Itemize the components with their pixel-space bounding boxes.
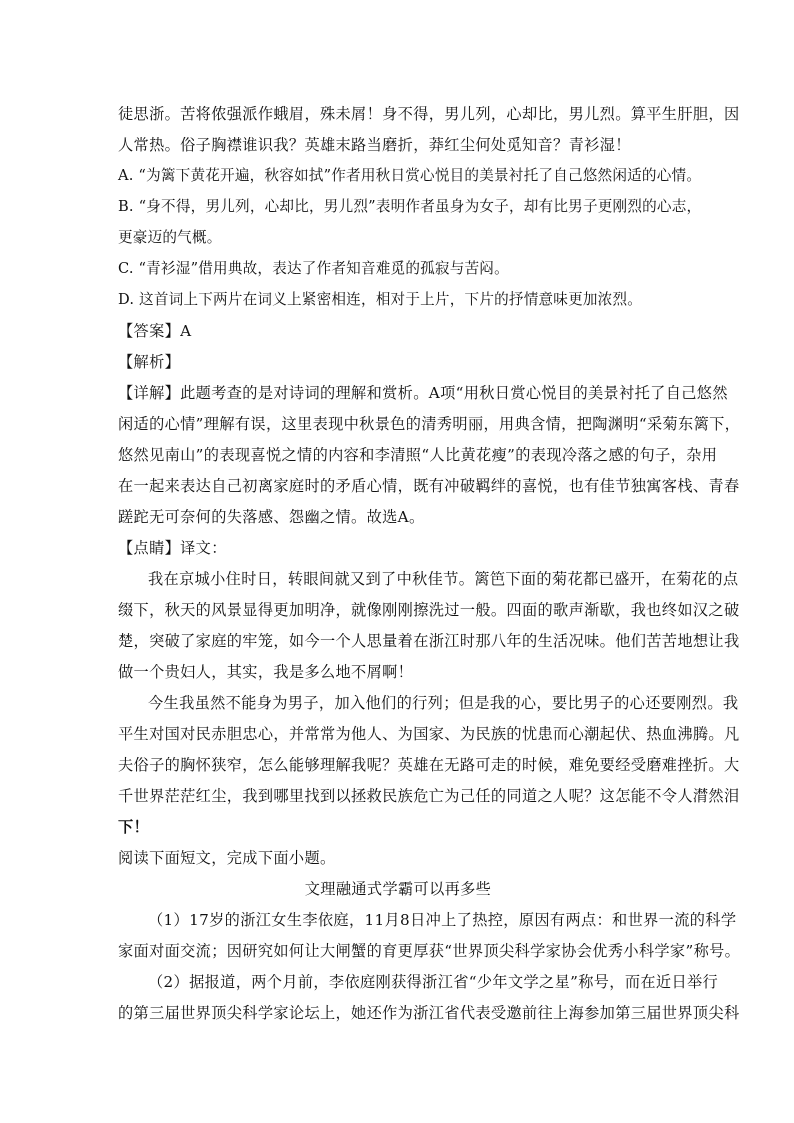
translation-line-3: 楚，突破了家庭的牢笼，如今一个人思量着在浙江时那八年的生活况味。他们苦苦地想让我 xyxy=(118,632,740,650)
detail-line-2: 闲适的心情”理解有误，这里表现中秋景色的清秀明丽，用典含情，把陶渊明“采菊东篱下， xyxy=(118,415,741,433)
translation-line-2: 缀下，秋天的风景显得更加明净，就像刚刚擦洗过一般。四面的歌声渐歇，我也终如汉之破 xyxy=(118,601,740,619)
article-para-1-line-2: 家面对面交流；因研究如何让大闸蟹的育更厚获“世界顶尖科学家协会优秀小科学家”称号。 xyxy=(118,942,741,960)
article-title: 文理融通式学霸可以再多些 xyxy=(304,880,492,898)
article-para-2-line-1: （2）据报道，两个月前，李依庭刚获得浙江省“少年文学之星”称号，而在近日举行 xyxy=(148,973,719,991)
article-para-2-line-2: 的第三届世界顶尖科学家论坛上，她还作为浙江省代表受邀前往上海参加第三届世界顶尖科 xyxy=(118,1004,740,1022)
translation-line-7: 夫俗子的胸怀狭窄，怎么能够理解我呢？英雄在无路可走的时候，难免要经受磨难挫折。大 xyxy=(118,756,740,774)
translation-line-4: 做一个贵妇人，其实，我是多么地不屑啊！ xyxy=(118,663,414,681)
translation-line-1: 我在京城小住时日，转眼间就又到了中秋佳节。篱笆下面的菊花都已盛开，在菊花的点 xyxy=(148,570,739,588)
commentary-heading: 【点睛】译文： xyxy=(118,539,227,557)
reading-instruction: 阅读下面短文，完成下面小题。 xyxy=(118,849,336,867)
detail-line-3: 悠然见南山”的表现喜悦之情的内容和李清照“人比黄花瘦”的表现冷落之感的句子，杂用 xyxy=(118,446,718,464)
option-b: B. “身不得，男儿列，心却比，男儿烈”表明作者虽身为女子，却有比男子更刚烈的心志， xyxy=(118,198,702,215)
poem-line-1: 徒思浙。苦将侬强派作蛾眉，殊未屑！身不得，男儿列，心却比，男儿烈。算平生肝胆，因 xyxy=(118,105,740,123)
detail-line-1: 【详解】此题考查的是对诗词的理解和赏析。A项“用秋日赏心悦目的美景衬托了自己悠然 xyxy=(118,384,728,402)
option-a: A. “为篱下黄花开遍，秋容如拭”作者用秋日赏心悦目的美景衬托了自己悠然闲适的心情。 xyxy=(118,167,702,184)
article-para-1-line-1: （1）17岁的浙江女生李依庭，11月8日冲上了热控，原因有两点：和世界一流的科学 xyxy=(148,911,737,929)
poem-line-2: 人常热。俗子胸襟谁识我？英雄末路当磨折，莽红尘何处觅知音？青衫湿！ xyxy=(118,136,631,154)
detail-line-4: 在一起来表达自己初离家庭时的矛盾心情，既有冲破羁绊的喜悦，也有佳节独寓客栈、青春 xyxy=(118,477,740,495)
analysis-heading: 【解析】 xyxy=(118,353,181,371)
option-d: D. 这首词上下两片在词义上紧密相连，相对于上片，下片的抒情意味更加浓烈。 xyxy=(118,291,643,308)
option-b-cont: 更豪迈的气概。 xyxy=(118,229,222,246)
translation-line-9: 下！ xyxy=(118,818,150,836)
option-c: C. “青衫湿”借用典故，表达了作者知音难觅的孤寂与苦闷。 xyxy=(118,260,509,277)
translation-line-8: 千世界茫茫红尘，我到哪里找到以拯救民族危亡为己任的同道之人呢？这怎能不令人潸然泪 xyxy=(118,787,740,805)
translation-line-5: 今生我虽然不能身为男子，加入他们的行列；但是我的心，要比男子的心还要刚烈。我 xyxy=(148,694,739,712)
translation-line-6: 平生对国对民赤胆忠心，并常常为他人、为国家、为民族的忧患而心潮起伏、热血沸腾。凡 xyxy=(118,725,740,743)
answer-line: 【答案】A xyxy=(118,322,192,340)
detail-line-5: 蹉跎无可奈何的失落感、怨幽之情。故选A。 xyxy=(118,508,425,526)
